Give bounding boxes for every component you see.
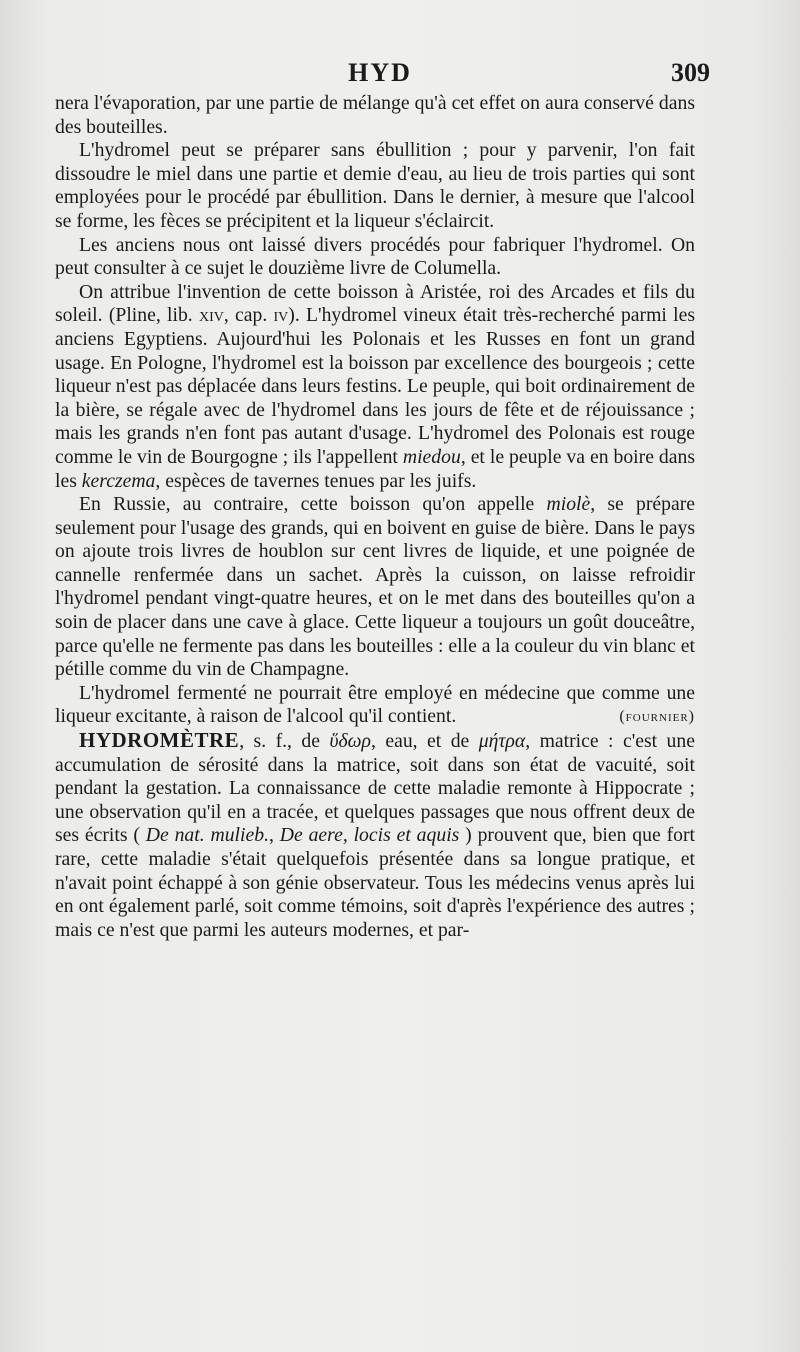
body-text [55,92,695,942]
paragraph-anciens-procedes: Les anciens nous ont laissé divers procédés pour fabriquer l'hydromel. On peut consulter à ce sujet le douzième livre de Columella. [55,233,695,280]
text-span: , et le peuple va en boire dans les [55,445,695,492]
text-span: , cap. [223,304,274,327]
text-span: , se prépare seulement pour l'usage des grands, qui en boivent en guise de bière. Dans le pays on ajoute trois livres de houblon sur cent livres de liquide, et une poignée de cannelle renfermée dans un sachet. Après la cuisson, on laisse refroidir l'hydromel pendant vingt-quatre heures, et on le met dans des bouteilles qu'on a soin de placer dans une cave à glace. Cette liqueur a toujours un goût douceâtre, parce qu'elle ne fermente pas dans les bouteilles : elle a la couleur du vin blanc et pétille comme du vin de Champagne. [55,493,695,681]
text-span: ). L'hydromel vineux était très-recherché parmi les anciens Egyptiens. Aujourd'hui les Polonais et les Russes en font un grand usage. En Pologne, l'hydromel est la boisson par excellence des bourgeois ; cette liqueur n'est pas déplacée dans leurs festins. Le peuple, qui boit ordinairement de la bière, se régale avec de l'hydromel dans les jours de fête et de réjouissance ; mais les grands n'en font pas autant d'usage. L'hydromel des Polonais est rouge comme le vin de Bourgogne ; ils l'appellent [55,304,695,468]
text-span: , matrice : c'est une accumulation de sérosité dans la matrice, soit dans son état de vacuité, soit pendant la gestation. La connaissance de cette maladie remonte à Hippocrate ; une observation qu'il en a tracée, et quelques passages que nous offrent deux de ses écrits ( [55,730,695,847]
text-span: , espèces de tavernes tenues par les juifs. [155,469,477,492]
text-span: On attribue l'invention de cette boisson à Aristée, roi des Arcades et fils du soleil. (Pline, lib. [55,280,695,327]
text-span: , s. f., de [239,730,330,753]
text-span: ) prouvent que, bien que fort rare, cette maladie s'était quelquefois présentée dans sa longue pratique, et n'avait point échappé à son génie observateur. Tous les médecins venus après lui en ont également parlé, soit comme témoins, soit d'après l'expérience des autres ; mais ce n'est que parmi les auteurs modernes, et par- [55,824,696,941]
paragraph-continuation: nera l'évaporation, par une partie de mélange qu'à cet effet on aura conservé dans des bouteilles. [55,92,695,138]
greek-word-metra: μήτρα [478,730,526,753]
text-span: , [269,824,280,847]
text-span: En Russie, au contraire, cette boisson qu'on appelle [79,493,547,516]
italic-term-kerczema: kerczema [81,469,156,492]
author-signature: (fournier) [619,708,695,726]
page-header [60,58,710,92]
paragraph-preparation-sans-ebullition: L'hydromel peut se préparer sans ébullition ; pour y parvenir, l'on fait dissoudre le miel dans une partie et demie d'eau, au lieu de trois parties qui sont employées pour le procédé par ébullition. Dans le dernier, à mesure que l'alcool se forme, les fèces se précipitent et la liqueur s'éclaircit. [55,139,695,232]
italic-term-miedou: miedou [402,445,461,468]
roman-numeral: xiv [198,304,224,327]
greek-word-hydor: ὕδωρ [329,730,371,753]
italic-term-miole: miolè [546,493,591,516]
italic-title-de-nat-mulieb: De nat. mulieb. [145,824,270,847]
running-head: HYD [348,58,412,87]
paragraph-invention-aristee [55,281,695,493]
italic-title-de-aere: De aere, locis et aquis [279,824,460,847]
paragraph-russie [55,493,695,682]
entry-headword: HYDROMÈTRE [79,728,240,753]
paragraph-hydromel-fermente: L'hydromel fermenté ne pourrait être employé en médecine que comme une liqueur excitante, à raison de l'alcool qu'il contient. [55,681,695,728]
roman-numeral: iv [273,304,289,327]
paragraph-hydrometre-entry [55,729,695,942]
text-span: , eau, et de [371,730,479,753]
page-number: 309 [671,58,710,87]
